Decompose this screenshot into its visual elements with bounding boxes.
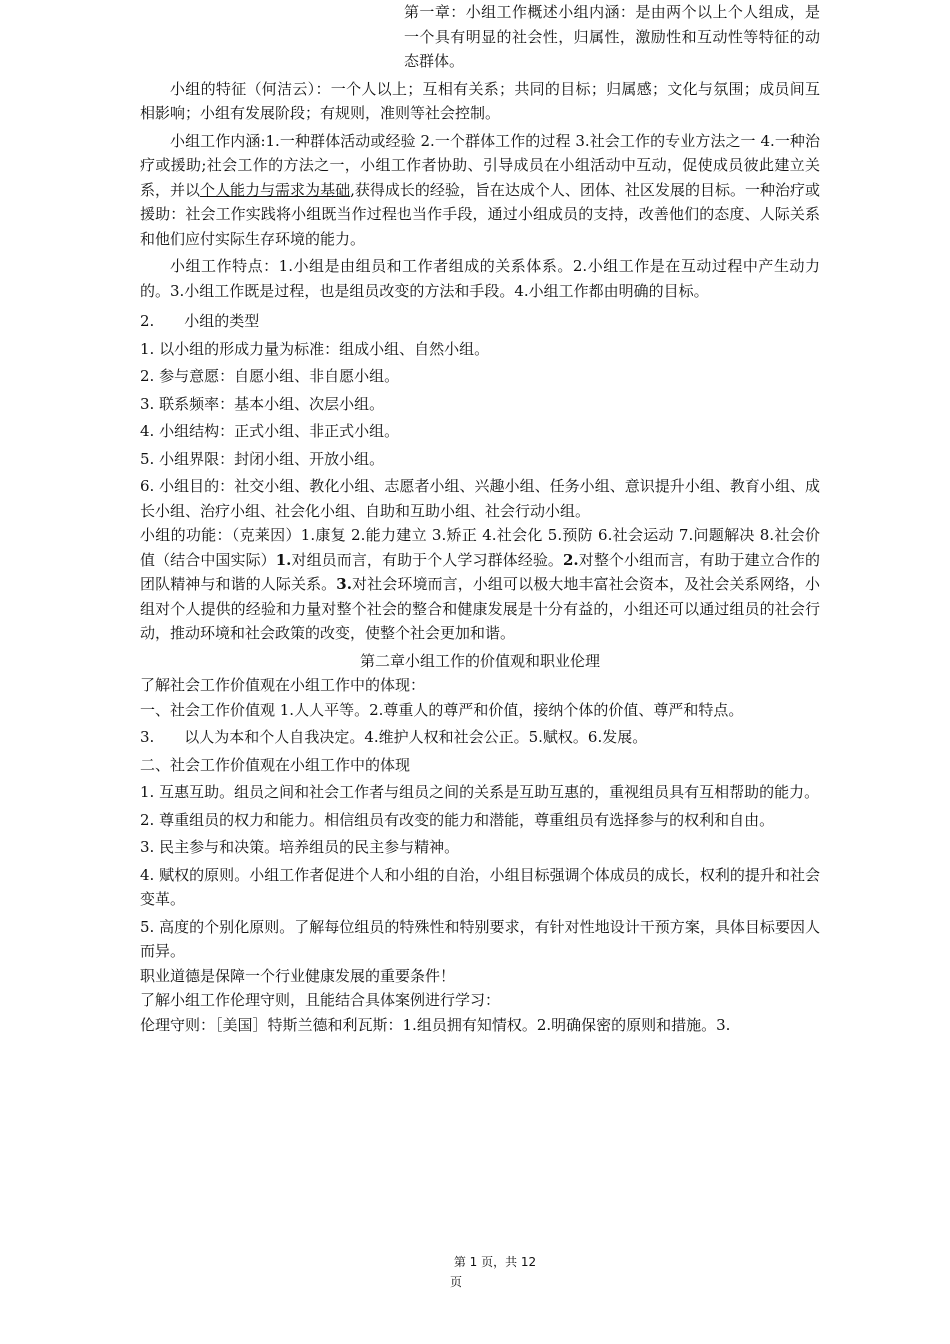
chapter2-line: 二、社会工作价值观在小组工作中的体现	[140, 755, 411, 774]
groupwork-traits-paragraph: 小组工作特点：1.小组是由组员和工作者组成的关系体系。2.小组工作是在互动过程中产生动力的。3.小组工作既是过程，也是组员改变的方法和手段。4.小组工作都由明确的目标。	[140, 257, 820, 300]
list-item: 5. 高度的个别化原则。了解每位组员的特殊性和特别要求，有针对性地设计干预方案，具体目标要因人而异。	[140, 917, 820, 960]
list-item: 1. 互惠互助。组员之间和社会工作者与组员之间的关系是互助互惠的，重视组员具有互相帮助的能力。	[140, 783, 820, 801]
text-span: 对组员而言，有助于个人学习群体经验。	[291, 550, 563, 569]
chapter2-line: 一、社会工作价值观 1.人人平等。2.尊重人的尊严和价值，接纳个体的价值、尊严和特点。	[140, 700, 744, 719]
list-item: 1. 以小组的形成力量为标准：组成小组、自然小组。	[140, 339, 490, 358]
underlined-phrase: 个人能力与需求为基础	[200, 180, 351, 199]
bold-number: 1.	[275, 550, 292, 569]
list-item: 4. 赋权的原则。小组工作者促进个人和小组的自治，小组目标强调个体成员的成长，权利的提升和社会变革。	[140, 865, 820, 908]
bold-number: 2.	[562, 550, 579, 569]
ethics-line: 职业道德是保障一个行业健康发展的重要条件！	[140, 966, 456, 985]
list-item: 2. 参与意愿：自愿小组、非自愿小组。	[140, 367, 400, 385]
document-body	[140, 0, 820, 1037]
page-number-tail: 页	[449, 1275, 462, 1289]
chapter2-intro: 了解社会工作价值观在小组工作中的体现：	[140, 676, 426, 694]
text-span: 对社会环境而言，小组可以极大地丰富社会资本，及社会关系网络，小组对个人提供的经验和力量对整个社会的整合和健康发展是十分有益的，小组还可以通过组员的社会行动，推动环境和社会政策的改变，使整个社会更加和谐。	[140, 575, 820, 642]
text-span: ,获得成长的经验，旨在达成个人、团体、社区发展的目标。一种治疗或援助：社会工作实践将小组既当作过程也当作手段，通过小组成员的支持，改善他们的态度、人际关系和他们应付实际生存环境的能力。	[140, 180, 820, 248]
ethics-line: 了解小组工作伦理守则，且能结合具体案例进行学习：	[140, 991, 501, 1009]
ethics-line: 伦理守则：［美国］特斯兰德和利瓦斯：1.组员拥有知情权。2.明确保密的原则和措施。3.	[140, 1015, 731, 1034]
text-span: 对整个小组而言，有助于建立合作的团队精神与和谐的人际关系。	[140, 550, 820, 593]
list-item: 3. 民主参与和决策。培养组员的民主参与精神。	[140, 838, 460, 856]
bold-number: 3.	[336, 575, 352, 593]
list-item: 4. 小组结构：正式小组、非正式小组。	[140, 422, 400, 440]
chapter2-title: 第二章小组工作的价值观和职业伦理	[359, 651, 600, 670]
group-functions-paragraph	[140, 523, 820, 646]
types-heading: 2. 小组的类型	[140, 312, 260, 330]
groupwork-meaning-paragraph	[140, 129, 820, 252]
group-features-paragraph: 小组的特征（何洁云）：一个人以上；互相有关系；共同的目标；归属感；文化与氛围；成员间互相影响；小组有发展阶段；有规则，准则等社会控制。	[140, 79, 820, 122]
chapter1-paragraph: 第一章：小组工作概述小组内涵：是由两个以上个人组成，是一个具有明显的社会性，归属性，激励性和互动性等特征的动态群体。	[404, 3, 820, 70]
list-item: 5. 小组界限：封闭小组、开放小组。	[140, 449, 385, 468]
list-item: 2. 尊重组员的权力和能力。相信组员有改变的能力和潜能，尊重组员有选择参与的权利和自由。	[140, 810, 775, 829]
page-number: 第 1 页，共 12	[453, 1255, 537, 1269]
text-span: 小组工作内涵:1.一种群体活动或经验 2.一个群体工作的过程 3.社会工作的专业方法之一 4.一种治疗或援助;社会工作的方法之一，小组工作者协助、引导成员在小组活动中互动，促使成员彼此建立关系，并以	[140, 131, 820, 199]
page-footer	[0, 1252, 950, 1292]
text-span: 小组的功能：（克莱因）1.康复 2.能力建立 3.矫正 4.社会化 5.预防 6.社会运动 7.问题解决 8.社会价值（结合中国实际）	[140, 526, 820, 569]
list-item: 3. 联系频率：基本小组、次层小组。	[140, 394, 385, 413]
chapter2-line: 3. 以人为本和个人自我决定。4.维护人权和社会公正。5.赋权。6.发展。	[140, 728, 648, 746]
list-item: 6. 小组目的：社交小组、教化小组、志愿者小组、兴趣小组、任务小组、意识提升小组、教育小组、成长小组、治疗小组、社会化小组、自助和互助小组、社会行动小组。	[140, 477, 820, 520]
